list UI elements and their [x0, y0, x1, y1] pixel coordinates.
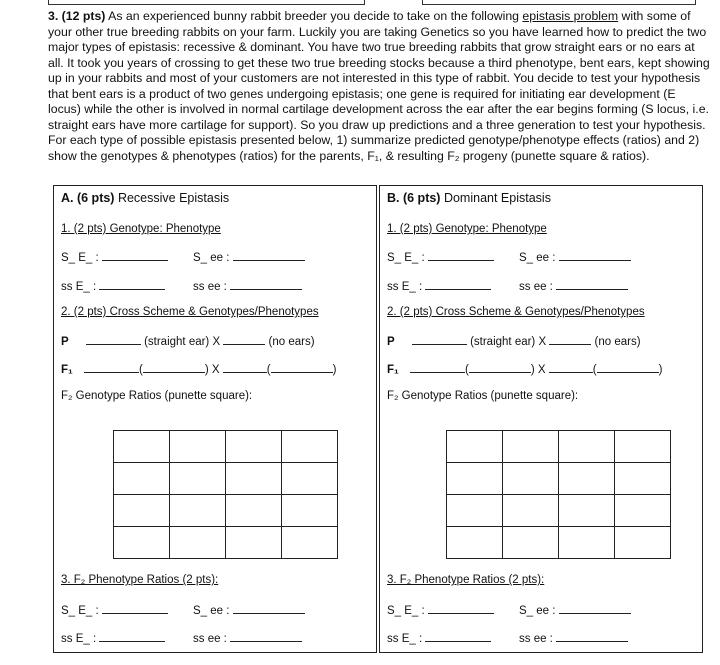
punnett-cell[interactable]	[559, 463, 615, 495]
punnett-cell[interactable]	[615, 495, 671, 527]
punnett-cell[interactable]	[559, 431, 615, 463]
punnett-cell[interactable]	[447, 527, 503, 559]
paren-open: (	[464, 364, 469, 376]
previous-answer-box-left	[48, 0, 365, 5]
section-2-heading: 2. (2 pts) Cross Scheme & Genotypes/Phenotypes	[387, 306, 645, 318]
answer-blank[interactable]	[556, 631, 628, 642]
genotype-label: ss E_ :	[61, 633, 97, 645]
question-text-part-2: with some of your other true breeding rabbits on your farm. Luckily you are taking Genetics so you have learned how to predict the two major types of epistasis: recessive & dominant. You have two true breeding rabbits that grow straight ears or no ears at all. It took you years of crossing to get these two true breeding stocks because a third phenotype, bent ears, kept showing up in your rabbits and most of your customers are not interested in this type of rabbit. You decide to test your hypothesis that bent ears is a product of two genes undergoing epistasis; one gene is required for initiating ear development (E locus) while the other is involved in normal cartilage development across the ear after the ear begins forming (S locus, i.e. straight ears have more cartilage for support). So you draw up predictions and a three generation to test your hypothesis. For each type of possible epistasis presented below, 1) summarize predicted genotype/phenotype effects (ratios) and 2) show the genotypes & phenotypes (ratios) for the parents, F₁, & resulting F₂ progeny (punette square & ratios).	[48, 9, 710, 163]
punnett-cell[interactable]	[114, 463, 170, 495]
genotype-label: S_ ee :	[519, 252, 556, 264]
punnett-cell[interactable]	[226, 495, 282, 527]
answer-blank[interactable]	[99, 631, 165, 642]
genotype-label: ss ee :	[193, 633, 227, 645]
genotype-label: S_ ee :	[519, 605, 556, 617]
phenotype-ratio-row	[193, 603, 305, 617]
panel-title-text: Recessive Epistasis	[114, 191, 230, 205]
genotype-row	[387, 250, 494, 264]
answer-blank[interactable]	[428, 250, 494, 261]
parent-cross-row	[61, 334, 315, 348]
previous-answer-box-right	[422, 0, 696, 5]
paren-close-cross: ) X	[530, 364, 546, 376]
section-1-heading: 1. (2 pts) Genotype: Phenotype	[61, 223, 221, 235]
paren-open: (	[138, 364, 143, 376]
answer-blank[interactable]	[559, 603, 631, 614]
answer-blank[interactable]	[469, 362, 531, 373]
genotype-label: S_ E_ :	[387, 252, 425, 264]
punnett-cell[interactable]	[170, 463, 226, 495]
genotype-row	[193, 250, 305, 264]
punnett-cell[interactable]	[114, 495, 170, 527]
p-generation-label: P	[387, 336, 395, 348]
answer-blank[interactable]	[230, 631, 302, 642]
f1-cross-row	[387, 362, 662, 376]
f1-cross-row	[61, 362, 336, 376]
punnett-cell[interactable]	[282, 495, 338, 527]
panel-title-points: A. (6 pts)	[61, 191, 115, 205]
parent-cross-row	[387, 334, 641, 348]
epistasis-problem-link[interactable]: epistasis problem	[522, 9, 619, 23]
panel-title	[387, 191, 551, 205]
answer-blank[interactable]	[223, 362, 267, 373]
answer-blank[interactable]	[233, 250, 305, 261]
f2-genotype-heading: F₂ Genotype Ratios (punette square):	[387, 390, 579, 402]
genotype-label: S_ E_ :	[61, 252, 99, 264]
phenotype-ratio-row	[193, 631, 302, 645]
phenotype-ratio-row	[61, 603, 168, 617]
punnett-cell[interactable]	[503, 527, 559, 559]
genotype-label: S_ ee :	[193, 605, 230, 617]
punnett-cell[interactable]	[447, 463, 503, 495]
punnett-cell[interactable]	[282, 463, 338, 495]
paren-close: )	[658, 364, 663, 376]
answer-blank[interactable]	[549, 362, 593, 373]
punnett-cell[interactable]	[114, 527, 170, 559]
section-3-heading: 3. F₂ Phenotype Ratios (2 pts):	[387, 574, 545, 586]
punnett-cell[interactable]	[226, 527, 282, 559]
question-number: 3. (12 pts)	[48, 9, 106, 23]
no-ears-label: (no ears)	[594, 336, 641, 348]
no-ears-label: (no ears)	[268, 336, 315, 348]
answer-blank[interactable]	[143, 362, 205, 373]
punnett-cell[interactable]	[615, 431, 671, 463]
genotype-label: S_ ee :	[193, 252, 230, 264]
punnett-cell[interactable]	[503, 495, 559, 527]
punnett-cell[interactable]	[170, 495, 226, 527]
phenotype-ratio-row	[61, 631, 165, 645]
answer-blank[interactable]	[230, 279, 302, 290]
section-2-heading: 2. (2 pts) Cross Scheme & Genotypes/Phenotypes	[61, 306, 319, 318]
answer-blank[interactable]	[428, 603, 494, 614]
answer-blank[interactable]	[410, 362, 465, 373]
punnett-square	[446, 430, 671, 559]
punnett-cell[interactable]	[503, 463, 559, 495]
genotype-label: ss ee :	[193, 281, 227, 293]
punnett-cell[interactable]	[226, 431, 282, 463]
answer-blank[interactable]	[597, 362, 659, 373]
punnett-cell[interactable]	[282, 527, 338, 559]
punnett-cell[interactable]	[170, 431, 226, 463]
f1-generation-label: F₁	[387, 364, 399, 376]
genotype-row	[61, 279, 165, 293]
answer-blank[interactable]	[559, 250, 631, 261]
straight-ear-label: (straight ear) X	[470, 336, 547, 348]
genotype-label: S_ E_ :	[387, 605, 425, 617]
phenotype-ratio-row	[387, 603, 494, 617]
question-text	[48, 9, 710, 164]
question-text-part-1: As an experienced bunny rabbit breeder you decide to take on the following	[105, 9, 523, 23]
genotype-row	[387, 279, 491, 293]
panel-title-text: Dominant Epistasis	[440, 191, 551, 205]
answer-blank[interactable]	[556, 279, 628, 290]
f2-genotype-heading: F₂ Genotype Ratios (punette square):	[61, 390, 253, 402]
dominant-epistasis-panel	[379, 185, 703, 653]
answer-blank[interactable]	[425, 279, 491, 290]
punnett-cell[interactable]	[559, 495, 615, 527]
genotype-label: ss ee :	[519, 633, 553, 645]
genotype-label: ss ee :	[519, 281, 553, 293]
punnett-cell[interactable]	[615, 463, 671, 495]
phenotype-ratio-row	[519, 603, 631, 617]
punnett-cell[interactable]	[615, 527, 671, 559]
genotype-label: ss E_ :	[387, 281, 423, 293]
punnett-cell[interactable]	[114, 431, 170, 463]
punnett-square	[113, 430, 338, 559]
genotype-label: ss E_ :	[387, 633, 423, 645]
paren-open: (	[266, 364, 271, 376]
punnett-cell[interactable]	[503, 431, 559, 463]
genotype-row	[193, 279, 302, 293]
f1-generation-label: F₁	[61, 364, 73, 376]
punnett-cell[interactable]	[447, 431, 503, 463]
answer-blank[interactable]	[549, 334, 591, 345]
answer-blank[interactable]	[86, 334, 141, 345]
paren-open: (	[592, 364, 597, 376]
panel-title-points: B. (6 pts)	[387, 191, 441, 205]
punnett-cell[interactable]	[170, 527, 226, 559]
genotype-row	[519, 250, 631, 264]
answer-blank[interactable]	[233, 603, 305, 614]
phenotype-ratio-row	[387, 631, 491, 645]
punnett-cell[interactable]	[559, 527, 615, 559]
section-3-heading: 3. F₂ Phenotype Ratios (2 pts):	[61, 574, 219, 586]
genotype-row	[519, 279, 628, 293]
recessive-epistasis-panel	[53, 185, 377, 653]
panel-title	[61, 191, 229, 205]
punnett-cell[interactable]	[226, 463, 282, 495]
answer-blank[interactable]	[102, 603, 168, 614]
genotype-row	[61, 250, 168, 264]
genotype-label: S_ E_ :	[61, 605, 99, 617]
phenotype-ratio-row	[519, 631, 628, 645]
paren-close: )	[332, 364, 337, 376]
answer-blank[interactable]	[99, 279, 165, 290]
paren-close-cross: ) X	[204, 364, 220, 376]
answer-blank[interactable]	[271, 362, 333, 373]
punnett-cell[interactable]	[282, 431, 338, 463]
answer-blank[interactable]	[102, 250, 168, 261]
section-1-heading: 1. (2 pts) Genotype: Phenotype	[387, 223, 547, 235]
answer-blank[interactable]	[412, 334, 467, 345]
straight-ear-label: (straight ear) X	[144, 336, 221, 348]
punnett-cell[interactable]	[447, 495, 503, 527]
p-generation-label: P	[61, 336, 69, 348]
answer-blank[interactable]	[223, 334, 265, 345]
genotype-label: ss E_ :	[61, 281, 97, 293]
answer-blank[interactable]	[84, 362, 139, 373]
answer-blank[interactable]	[425, 631, 491, 642]
